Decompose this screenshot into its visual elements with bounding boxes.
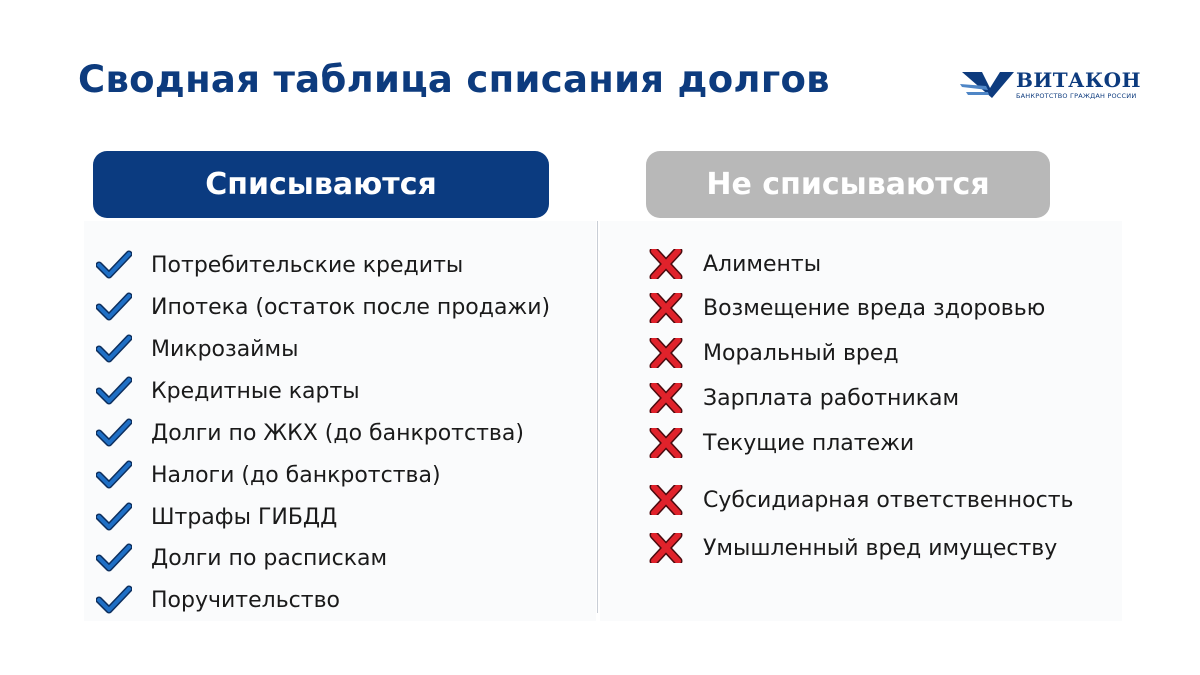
checkmark-icon [96, 250, 132, 280]
list-item [96, 250, 463, 280]
cross-icon [648, 428, 684, 458]
list-item [648, 428, 914, 458]
list-item [648, 533, 1057, 563]
cross-icon [648, 249, 684, 279]
cross-icon [648, 383, 684, 413]
list-item-label: Поручительство [151, 587, 340, 613]
page-title: Сводная таблица списания долгов [78, 58, 830, 101]
list-item [648, 293, 1045, 323]
cross-icon [648, 533, 684, 563]
list-item [648, 383, 959, 413]
list-item-label: Алименты [703, 251, 822, 277]
list-item-label: Текущие платежи [703, 430, 915, 456]
list-item [96, 334, 298, 364]
checkmark-icon [96, 543, 132, 573]
list-item [96, 585, 340, 615]
checkmark-icon [96, 502, 132, 532]
list-item-label: Ипотека (остаток после продажи) [151, 294, 551, 320]
logo-emblem-icon [960, 68, 1018, 100]
logo-subtitle: БАНКРОТСТВО ГРАЖДАН РОССИИ [1016, 92, 1137, 100]
list-item [96, 292, 550, 322]
checkmark-icon [96, 376, 132, 406]
list-item-label: Моральный вред [703, 340, 899, 366]
list-item-label: Долги по ЖКХ (до банкротства) [151, 420, 524, 446]
list-item-label: Потребительские кредиты [151, 252, 464, 278]
logo-name: ВИТАКОН [1016, 68, 1141, 92]
list-item-label: Возмещение вреда здоровью [703, 295, 1046, 321]
checkmark-icon [96, 585, 132, 615]
list-item [96, 502, 337, 532]
cross-icon [648, 338, 684, 368]
list-item [648, 485, 1074, 515]
cross-icon [648, 485, 684, 515]
list-item [648, 338, 899, 368]
list-item-label: Кредитные карты [151, 378, 360, 404]
column-divider [597, 221, 598, 613]
written-off-header: Списываются [93, 151, 549, 218]
not-written-off-header: Не списываются [646, 151, 1050, 218]
checkmark-icon [96, 460, 132, 490]
checkmark-icon [96, 292, 132, 322]
list-item-label: Штрафы ГИБДД [151, 504, 338, 530]
list-item-label: Налоги (до банкротства) [151, 462, 441, 488]
list-item [96, 376, 360, 406]
checkmark-icon [96, 418, 132, 448]
list-item-label: Зарплата работникам [703, 385, 960, 411]
list-item [96, 418, 524, 448]
list-item-label: Долги по распискам [151, 545, 388, 571]
list-item [96, 543, 387, 573]
checkmark-icon [96, 334, 132, 364]
vitakon-logo [960, 68, 1140, 104]
list-item [648, 249, 821, 279]
list-item-label: Субсидиарная ответственность [703, 487, 1074, 513]
list-item [96, 460, 441, 490]
list-item-label: Микрозаймы [151, 336, 299, 362]
list-item-label: Умышленный вред имуществу [703, 535, 1058, 561]
cross-icon [648, 293, 684, 323]
